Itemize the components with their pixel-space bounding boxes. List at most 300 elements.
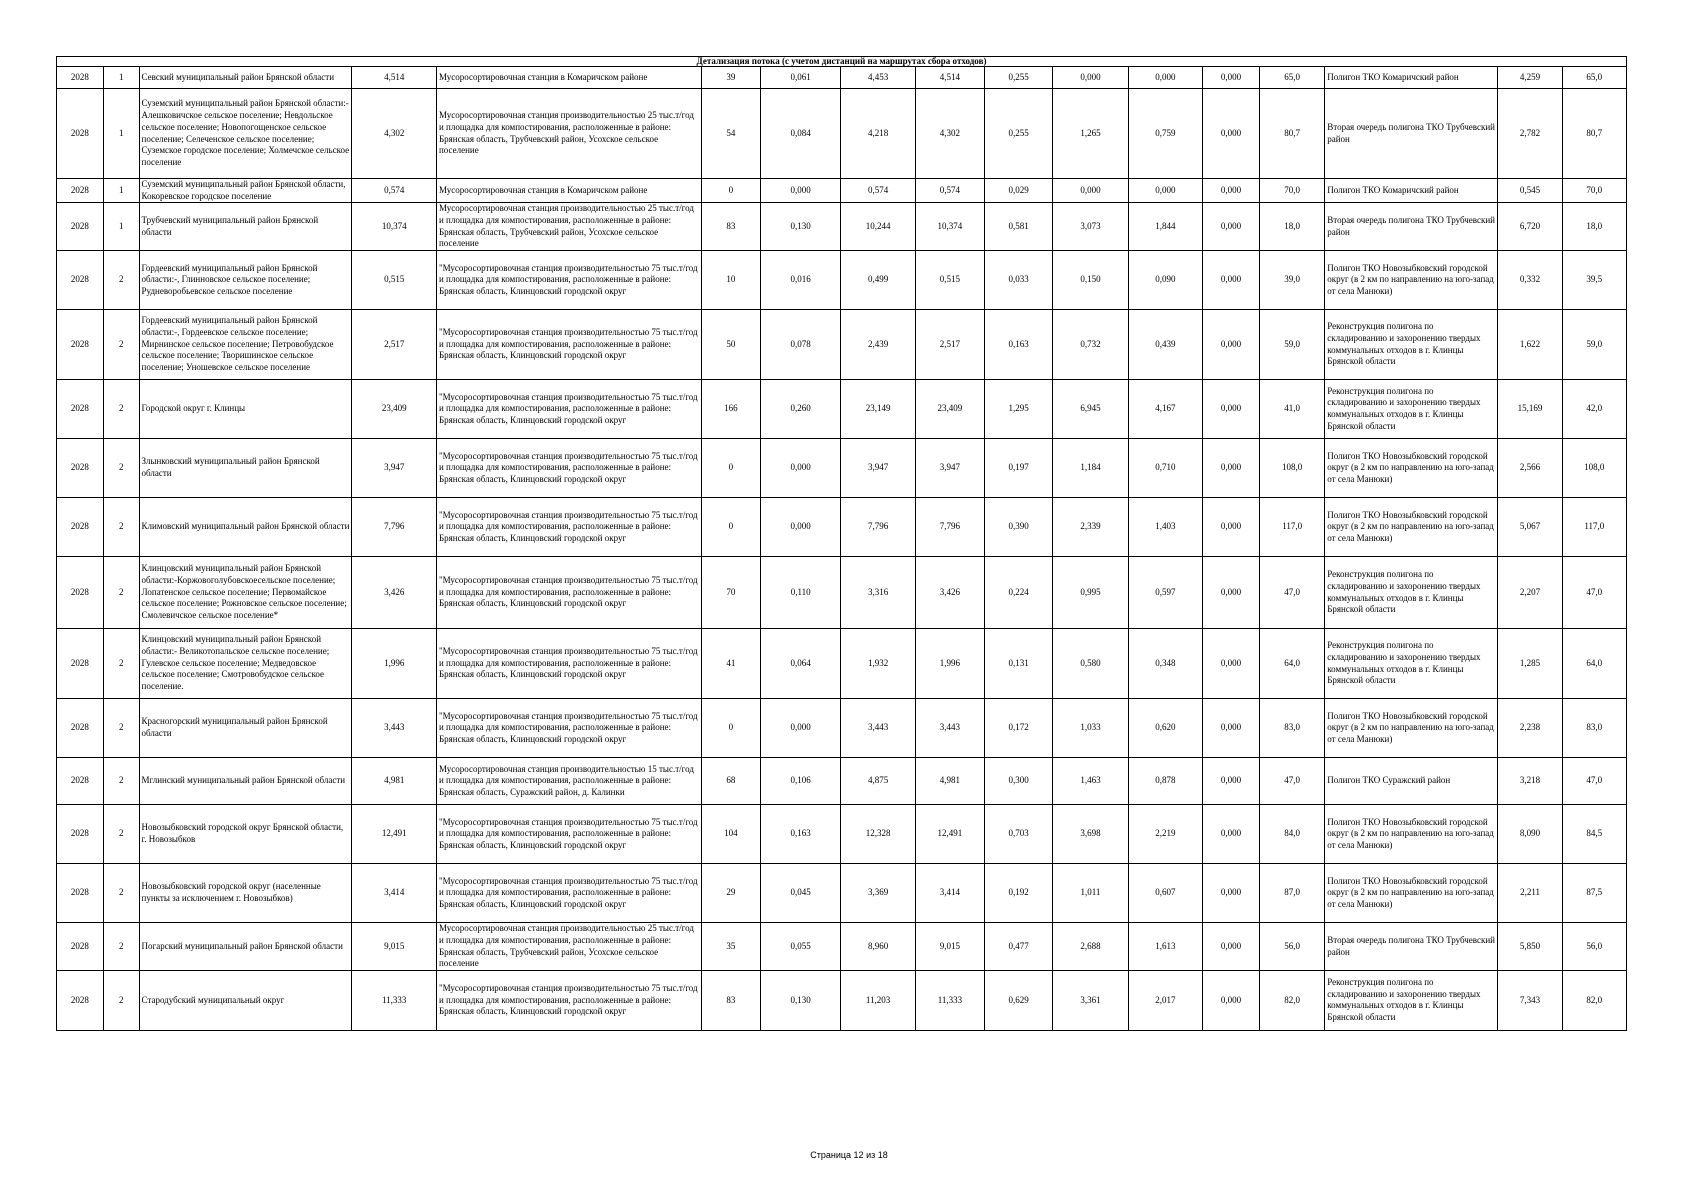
- page-footer: Страница 12 из 18: [810, 1150, 888, 1160]
- cell-area: Погарский муниципальный район Брянской области: [139, 923, 352, 971]
- cell-station: "Мусоросортировочная станция производительностью 75 тыс.т/год и площадка для компостирования, расположенные в районе: Брянская область, Клинцовский городской округ: [436, 439, 701, 498]
- cell-station: "Мусоросортировочная станция производительностью 75 тыс.т/год и площадка для компостирования, расположенные в районе: Брянская область, Клинцовский городской округ: [436, 699, 701, 758]
- cell-zone: 2: [103, 864, 139, 923]
- table-row: [57, 758, 1627, 805]
- cell-v3: 0,016: [760, 251, 840, 310]
- cell-v5: 10,374: [915, 203, 984, 251]
- cell-v4: 11,203: [841, 970, 915, 1030]
- cell-v9: 0,000: [1203, 864, 1260, 923]
- cell-v2: 83: [701, 970, 760, 1030]
- cell-v3: 0,106: [760, 758, 840, 805]
- cell-v2: 41: [701, 629, 760, 699]
- cell-v3: 0,000: [760, 699, 840, 758]
- table-row: [57, 439, 1627, 498]
- cell-year: 2028: [57, 758, 104, 805]
- cell-year: 2028: [57, 251, 104, 310]
- cell-v7: 2,688: [1053, 923, 1128, 971]
- cell-v11: 5,067: [1498, 498, 1562, 557]
- cell-v9: 0,000: [1203, 758, 1260, 805]
- table-row: [57, 699, 1627, 758]
- cell-zone: 2: [103, 557, 139, 629]
- cell-v9: 0,000: [1203, 498, 1260, 557]
- cell-v4: 1,932: [841, 629, 915, 699]
- cell-zone: 1: [103, 203, 139, 251]
- cell-v9: 0,000: [1203, 251, 1260, 310]
- cell-v12: 56,0: [1562, 923, 1626, 971]
- cell-v1: 12,491: [352, 805, 437, 864]
- cell-station: "Мусоросортировочная станция производительностью 75 тыс.т/год и площадка для компостирования, расположенные в районе: Брянская область, Клинцовский городской округ: [436, 557, 701, 629]
- cell-v11: 4,259: [1498, 67, 1562, 89]
- cell-v11: 8,090: [1498, 805, 1562, 864]
- cell-v10: 39,0: [1260, 251, 1325, 310]
- cell-v12: 65,0: [1562, 67, 1626, 89]
- cell-v3: 0,064: [760, 629, 840, 699]
- cell-v4: 4,875: [841, 758, 915, 805]
- cell-v12: 108,0: [1562, 439, 1626, 498]
- cell-v10: 108,0: [1260, 439, 1325, 498]
- cell-v3: 0,000: [760, 498, 840, 557]
- cell-v6: 0,029: [985, 179, 1053, 203]
- cell-v10: 59,0: [1260, 310, 1325, 380]
- cell-year: 2028: [57, 629, 104, 699]
- cell-v9: 0,000: [1203, 67, 1260, 89]
- cell-v7: 2,339: [1053, 498, 1128, 557]
- cell-v4: 7,796: [841, 498, 915, 557]
- cell-polygon: Полигон ТКО Новозыбковский городской округ (в 2 км по направлению на юго-запад от села Манюки): [1325, 251, 1498, 310]
- cell-polygon: Реконструкция полигона по складированию и захоронению твердых коммунальных отходов в г. Клинцы Брянской области: [1325, 310, 1498, 380]
- cell-v4: 0,499: [841, 251, 915, 310]
- cell-v10: 47,0: [1260, 758, 1325, 805]
- cell-v1: 0,515: [352, 251, 437, 310]
- cell-v2: 39: [701, 67, 760, 89]
- cell-zone: 2: [103, 970, 139, 1030]
- cell-v7: 0,995: [1053, 557, 1128, 629]
- flow-detail-table: [56, 56, 1627, 1031]
- cell-zone: 2: [103, 629, 139, 699]
- cell-v8: 0,348: [1128, 629, 1202, 699]
- cell-v11: 3,218: [1498, 758, 1562, 805]
- cell-v1: 9,015: [352, 923, 437, 971]
- cell-v8: 0,000: [1128, 179, 1202, 203]
- cell-v10: 41,0: [1260, 380, 1325, 439]
- cell-v10: 65,0: [1260, 67, 1325, 89]
- table-row: [57, 923, 1627, 971]
- cell-year: 2028: [57, 203, 104, 251]
- cell-v8: 0,759: [1128, 89, 1202, 179]
- cell-v1: 10,374: [352, 203, 437, 251]
- cell-v8: 1,613: [1128, 923, 1202, 971]
- cell-v11: 0,332: [1498, 251, 1562, 310]
- cell-v8: 0,439: [1128, 310, 1202, 380]
- cell-v7: 0,732: [1053, 310, 1128, 380]
- cell-v4: 3,316: [841, 557, 915, 629]
- cell-year: 2028: [57, 89, 104, 179]
- cell-year: 2028: [57, 310, 104, 380]
- cell-v8: 0,607: [1128, 864, 1202, 923]
- cell-v6: 0,703: [985, 805, 1053, 864]
- cell-v5: 23,409: [915, 380, 984, 439]
- cell-v3: 0,260: [760, 380, 840, 439]
- cell-v4: 4,453: [841, 67, 915, 89]
- cell-v2: 0: [701, 179, 760, 203]
- cell-v10: 70,0: [1260, 179, 1325, 203]
- cell-v1: 7,796: [352, 498, 437, 557]
- cell-area: Клинцовский муниципальный район Брянской области:-Коржовоголубовскоесельское поселение; Лопатенское сельское поселение; Первомайское сельское поселение; Рожновское сельское поселение; Смолевичское сельское поселение*: [139, 557, 352, 629]
- table-row: [57, 805, 1627, 864]
- cell-area: Гордеевский муниципальный район Брянской области:-, Гордеевское сельское поселение; Мирнинское сельское поселение; Петровобудское сельское поселение; Творишинское сельское поселение; Уношевское сельское поселение: [139, 310, 352, 380]
- cell-area: Городской округ г. Клинцы: [139, 380, 352, 439]
- cell-area: Клинцовский муниципальный район Брянской области:- Великотопальское сельское поселение; Гулевское сельское поселение; Медведовское сельское поселение; Смотровобудское сельское поселение.: [139, 629, 352, 699]
- cell-zone: 2: [103, 251, 139, 310]
- cell-v12: 39,5: [1562, 251, 1626, 310]
- cell-v6: 0,300: [985, 758, 1053, 805]
- cell-v6: 0,255: [985, 89, 1053, 179]
- cell-v2: 0: [701, 699, 760, 758]
- cell-v1: 4,514: [352, 67, 437, 89]
- cell-zone: 2: [103, 699, 139, 758]
- cell-polygon: Полигон ТКО Новозыбковский городской округ (в 2 км по направлению на юго-запад от села Манюки): [1325, 699, 1498, 758]
- table-row: [57, 864, 1627, 923]
- cell-v12: 47,0: [1562, 758, 1626, 805]
- cell-station: "Мусоросортировочная станция производительностью 75 тыс.т/год и площадка для компостирования, расположенные в районе: Брянская область, Клинцовский городской округ: [436, 629, 701, 699]
- cell-v3: 0,045: [760, 864, 840, 923]
- cell-area: Суземский муниципальный район Брянской области:- Алешковичское сельское поселение; Невдольское сельское поселение; Новопогощенское сельское поселение; Селеченское сельское поселение; Суземское городское поселение; Холмечское сельское поселение: [139, 89, 352, 179]
- cell-v12: 80,7: [1562, 89, 1626, 179]
- cell-year: 2028: [57, 864, 104, 923]
- cell-zone: 1: [103, 179, 139, 203]
- cell-v4: 8,960: [841, 923, 915, 971]
- cell-v3: 0,078: [760, 310, 840, 380]
- cell-v12: 59,0: [1562, 310, 1626, 380]
- cell-area: Новозыбковский городской округ Брянской области, г. Новозыбков: [139, 805, 352, 864]
- cell-station: Мусоросортировочная станция в Комаричском районе: [436, 179, 701, 203]
- cell-v3: 0,055: [760, 923, 840, 971]
- cell-area: Гордеевский муниципальный район Брянской области:-, Глинновское сельское поселение; Рудневоробьевское сельское поселение: [139, 251, 352, 310]
- cell-v6: 0,197: [985, 439, 1053, 498]
- cell-v6: 0,390: [985, 498, 1053, 557]
- cell-v2: 35: [701, 923, 760, 971]
- cell-station: "Мусоросортировочная станция производительностью 75 тыс.т/год и площадка для компостирования, расположенные в районе: Брянская область, Клинцовский городской округ: [436, 498, 701, 557]
- cell-v10: 80,7: [1260, 89, 1325, 179]
- cell-zone: 1: [103, 67, 139, 89]
- cell-polygon: Полигон ТКО Суражский район: [1325, 758, 1498, 805]
- table-header-row: [57, 57, 1627, 67]
- cell-v8: 1,403: [1128, 498, 1202, 557]
- cell-v12: 42,0: [1562, 380, 1626, 439]
- cell-v9: 0,000: [1203, 310, 1260, 380]
- cell-v2: 29: [701, 864, 760, 923]
- cell-zone: 2: [103, 805, 139, 864]
- cell-v7: 1,033: [1053, 699, 1128, 758]
- cell-v4: 3,369: [841, 864, 915, 923]
- cell-v11: 5,850: [1498, 923, 1562, 971]
- cell-polygon: Вторая очередь полигона ТКО Трубчевский район: [1325, 923, 1498, 971]
- cell-v2: 0: [701, 498, 760, 557]
- cell-zone: 2: [103, 310, 139, 380]
- cell-v2: 83: [701, 203, 760, 251]
- cell-v3: 0,130: [760, 203, 840, 251]
- cell-area: Мглинский муниципальный район Брянской области: [139, 758, 352, 805]
- cell-v5: 4,302: [915, 89, 984, 179]
- cell-v9: 0,000: [1203, 557, 1260, 629]
- cell-station: Мусоросортировочная станция производительностью 25 тыс.т/год и площадка для компостирования, расположенные в районе: Брянская область, Трубчевский район, Усохское сельское поселение: [436, 203, 701, 251]
- cell-station: Мусоросортировочная станция производительностью 15 тыс.т/год и площадка для компостирования, расположенные в районе: Брянская область, Суражский район, д. Калинки: [436, 758, 701, 805]
- cell-v1: 2,517: [352, 310, 437, 380]
- cell-v5: 11,333: [915, 970, 984, 1030]
- table-row: [57, 179, 1627, 203]
- cell-year: 2028: [57, 805, 104, 864]
- cell-station: Мусоросортировочная станция в Комаричском районе: [436, 67, 701, 89]
- cell-v5: 1,996: [915, 629, 984, 699]
- cell-v9: 0,000: [1203, 923, 1260, 971]
- cell-v7: 1,463: [1053, 758, 1128, 805]
- cell-v9: 0,000: [1203, 805, 1260, 864]
- cell-v4: 12,328: [841, 805, 915, 864]
- cell-v12: 117,0: [1562, 498, 1626, 557]
- cell-v7: 0,580: [1053, 629, 1128, 699]
- cell-v6: 0,033: [985, 251, 1053, 310]
- cell-v12: 82,0: [1562, 970, 1626, 1030]
- table-row: [57, 970, 1627, 1030]
- cell-zone: 2: [103, 380, 139, 439]
- cell-v11: 2,207: [1498, 557, 1562, 629]
- cell-v5: 7,796: [915, 498, 984, 557]
- cell-area: Севский муниципальный район Брянской области: [139, 67, 352, 89]
- cell-v5: 4,514: [915, 67, 984, 89]
- cell-v11: 7,343: [1498, 970, 1562, 1030]
- cell-v7: 1,011: [1053, 864, 1128, 923]
- cell-zone: 2: [103, 758, 139, 805]
- cell-v1: 3,426: [352, 557, 437, 629]
- cell-v5: 0,515: [915, 251, 984, 310]
- cell-v1: 3,414: [352, 864, 437, 923]
- cell-v1: 23,409: [352, 380, 437, 439]
- table-header: Детализация потока (с учетом дистанций на маршрутах сбора отходов): [57, 57, 1627, 67]
- cell-polygon: Полигон ТКО Комаричский район: [1325, 67, 1498, 89]
- cell-v4: 3,443: [841, 699, 915, 758]
- cell-v1: 3,947: [352, 439, 437, 498]
- cell-polygon: Вторая очередь полигона ТКО Трубчевский район: [1325, 203, 1498, 251]
- cell-v5: 3,414: [915, 864, 984, 923]
- cell-year: 2028: [57, 498, 104, 557]
- cell-v10: 64,0: [1260, 629, 1325, 699]
- cell-v12: 87,5: [1562, 864, 1626, 923]
- cell-v1: 11,333: [352, 970, 437, 1030]
- cell-v2: 68: [701, 758, 760, 805]
- cell-v3: 0,130: [760, 970, 840, 1030]
- cell-v9: 0,000: [1203, 699, 1260, 758]
- cell-v6: 0,172: [985, 699, 1053, 758]
- cell-v5: 4,981: [915, 758, 984, 805]
- cell-v5: 3,947: [915, 439, 984, 498]
- cell-v6: 0,629: [985, 970, 1053, 1030]
- cell-v12: 18,0: [1562, 203, 1626, 251]
- cell-station: "Мусоросортировочная станция производительностью 75 тыс.т/год и площадка для компостирования, расположенные в районе: Брянская область, Клинцовский городской округ: [436, 805, 701, 864]
- cell-station: Мусоросортировочная станция производительностью 25 тыс.т/год и площадка для компостирования, расположенные в районе: Брянская область, Трубчевский район, Усохское сельское поселение: [436, 923, 701, 971]
- cell-v4: 10,244: [841, 203, 915, 251]
- cell-zone: 2: [103, 439, 139, 498]
- cell-zone: 2: [103, 923, 139, 971]
- cell-v8: 0,090: [1128, 251, 1202, 310]
- cell-v2: 10: [701, 251, 760, 310]
- cell-station: "Мусоросортировочная станция производительностью 75 тыс.т/год и площадка для компостирования, расположенные в районе: Брянская область, Клинцовский городской округ: [436, 970, 701, 1030]
- cell-area: Злынковский муниципальный район Брянской области: [139, 439, 352, 498]
- cell-v8: 4,167: [1128, 380, 1202, 439]
- cell-v7: 3,073: [1053, 203, 1128, 251]
- cell-year: 2028: [57, 67, 104, 89]
- cell-v7: 3,361: [1053, 970, 1128, 1030]
- cell-v3: 0,084: [760, 89, 840, 179]
- cell-v6: 0,224: [985, 557, 1053, 629]
- cell-year: 2028: [57, 699, 104, 758]
- cell-polygon: Реконструкция полигона по складированию и захоронению твердых коммунальных отходов в г. Клинцы Брянской области: [1325, 629, 1498, 699]
- table-row: [57, 89, 1627, 179]
- cell-v4: 0,574: [841, 179, 915, 203]
- cell-v10: 84,0: [1260, 805, 1325, 864]
- cell-area: Красногорский муниципальный район Брянской области: [139, 699, 352, 758]
- cell-year: 2028: [57, 439, 104, 498]
- cell-v9: 0,000: [1203, 179, 1260, 203]
- table-row: [57, 67, 1627, 89]
- cell-v3: 0,000: [760, 179, 840, 203]
- cell-v2: 54: [701, 89, 760, 179]
- cell-polygon: Полигон ТКО Комаричский район: [1325, 179, 1498, 203]
- cell-v8: 0,620: [1128, 699, 1202, 758]
- cell-v7: 0,000: [1053, 67, 1128, 89]
- cell-v2: 0: [701, 439, 760, 498]
- cell-polygon: Полигон ТКО Новозыбковский городской округ (в 2 км по направлению на юго-запад от села Манюки): [1325, 439, 1498, 498]
- cell-area: Суземский муниципальный район Брянской области, Кокоревское городское поселение: [139, 179, 352, 203]
- cell-v6: 0,581: [985, 203, 1053, 251]
- cell-v7: 1,265: [1053, 89, 1128, 179]
- cell-polygon: Полигон ТКО Новозыбковский городской округ (в 2 км по направлению на юго-запад от села Манюки): [1325, 805, 1498, 864]
- cell-v10: 56,0: [1260, 923, 1325, 971]
- cell-v6: 0,131: [985, 629, 1053, 699]
- cell-polygon: Полигон ТКО Новозыбковский городской округ (в 2 км по направлению на юго-запад от села Манюки): [1325, 498, 1498, 557]
- cell-year: 2028: [57, 557, 104, 629]
- cell-v8: 2,219: [1128, 805, 1202, 864]
- cell-year: 2028: [57, 380, 104, 439]
- cell-v6: 0,163: [985, 310, 1053, 380]
- cell-v9: 0,000: [1203, 380, 1260, 439]
- cell-v12: 70,0: [1562, 179, 1626, 203]
- cell-v10: 47,0: [1260, 557, 1325, 629]
- cell-v11: 15,169: [1498, 380, 1562, 439]
- cell-v4: 4,218: [841, 89, 915, 179]
- cell-v4: 2,439: [841, 310, 915, 380]
- cell-v11: 1,622: [1498, 310, 1562, 380]
- cell-v4: 3,947: [841, 439, 915, 498]
- cell-v9: 0,000: [1203, 970, 1260, 1030]
- cell-v3: 0,163: [760, 805, 840, 864]
- cell-v11: 2,566: [1498, 439, 1562, 498]
- cell-v2: 50: [701, 310, 760, 380]
- cell-polygon: Вторая очередь полигона ТКО Трубчевский район: [1325, 89, 1498, 179]
- document-sheet: [56, 56, 1627, 1031]
- cell-station: "Мусоросортировочная станция производительностью 75 тыс.т/год и площадка для компостирования, расположенные в районе: Брянская область, Клинцовский городской округ: [436, 864, 701, 923]
- cell-station: "Мусоросортировочная станция производительностью 75 тыс.т/год и площадка для компостирования, расположенные в районе: Брянская область, Клинцовский городской округ: [436, 251, 701, 310]
- cell-v5: 3,443: [915, 699, 984, 758]
- cell-area: Новозыбковский городской округ (населенные пункты за исключением г. Новозыбков): [139, 864, 352, 923]
- cell-v8: 1,844: [1128, 203, 1202, 251]
- cell-v10: 83,0: [1260, 699, 1325, 758]
- cell-v5: 0,574: [915, 179, 984, 203]
- cell-v10: 82,0: [1260, 970, 1325, 1030]
- cell-v8: 2,017: [1128, 970, 1202, 1030]
- cell-v9: 0,000: [1203, 439, 1260, 498]
- cell-v12: 64,0: [1562, 629, 1626, 699]
- cell-v7: 0,000: [1053, 179, 1128, 203]
- cell-v11: 1,285: [1498, 629, 1562, 699]
- cell-v5: 12,491: [915, 805, 984, 864]
- cell-area: Трубчевский муниципальный район Брянской области: [139, 203, 352, 251]
- cell-station: "Мусоросортировочная станция производительностью 75 тыс.т/год и площадка для компостирования, расположенные в районе: Брянская область, Клинцовский городской округ: [436, 310, 701, 380]
- cell-area: Климовский муниципальный район Брянской области: [139, 498, 352, 557]
- cell-v1: 1,996: [352, 629, 437, 699]
- cell-zone: 1: [103, 89, 139, 179]
- cell-v11: 6,720: [1498, 203, 1562, 251]
- cell-v10: 87,0: [1260, 864, 1325, 923]
- cell-station: "Мусоросортировочная станция производительностью 75 тыс.т/год и площадка для компостирования, расположенные в районе: Брянская область, Клинцовский городской округ: [436, 380, 701, 439]
- cell-year: 2028: [57, 923, 104, 971]
- cell-v6: 0,477: [985, 923, 1053, 971]
- cell-v1: 4,981: [352, 758, 437, 805]
- cell-v5: 3,426: [915, 557, 984, 629]
- cell-v7: 0,150: [1053, 251, 1128, 310]
- cell-v2: 70: [701, 557, 760, 629]
- cell-v7: 1,184: [1053, 439, 1128, 498]
- cell-polygon: Полигон ТКО Новозыбковский городской округ (в 2 км по направлению на юго-запад от села Манюки): [1325, 864, 1498, 923]
- table-row: [57, 557, 1627, 629]
- cell-v6: 0,192: [985, 864, 1053, 923]
- cell-station: Мусоросортировочная станция производительностью 25 тыс.т/год и площадка для компостирования, расположенные в районе: Брянская область, Трубчевский район, Усохское сельское поселение: [436, 89, 701, 179]
- cell-v5: 9,015: [915, 923, 984, 971]
- table-row: [57, 251, 1627, 310]
- cell-v8: 0,878: [1128, 758, 1202, 805]
- cell-v1: 0,574: [352, 179, 437, 203]
- cell-v11: 2,211: [1498, 864, 1562, 923]
- table-row: [57, 629, 1627, 699]
- cell-v1: 4,302: [352, 89, 437, 179]
- cell-v11: 0,545: [1498, 179, 1562, 203]
- cell-year: 2028: [57, 179, 104, 203]
- cell-v3: 0,110: [760, 557, 840, 629]
- cell-v10: 117,0: [1260, 498, 1325, 557]
- cell-area: Стародубский муниципальный округ: [139, 970, 352, 1030]
- cell-v3: 0,061: [760, 67, 840, 89]
- cell-v12: 47,0: [1562, 557, 1626, 629]
- cell-v8: 0,000: [1128, 67, 1202, 89]
- cell-v5: 2,517: [915, 310, 984, 380]
- cell-v10: 18,0: [1260, 203, 1325, 251]
- cell-v9: 0,000: [1203, 89, 1260, 179]
- cell-v2: 166: [701, 380, 760, 439]
- cell-v9: 0,000: [1203, 203, 1260, 251]
- table-row: [57, 498, 1627, 557]
- cell-year: 2028: [57, 970, 104, 1030]
- table-row: [57, 310, 1627, 380]
- cell-v9: 0,000: [1203, 629, 1260, 699]
- cell-v1: 3,443: [352, 699, 437, 758]
- cell-v2: 104: [701, 805, 760, 864]
- cell-polygon: Реконструкция полигона по складированию и захоронению твердых коммунальных отходов в г. Клинцы Брянской области: [1325, 970, 1498, 1030]
- cell-v7: 6,945: [1053, 380, 1128, 439]
- cell-v8: 0,710: [1128, 439, 1202, 498]
- cell-v12: 83,0: [1562, 699, 1626, 758]
- cell-v12: 84,5: [1562, 805, 1626, 864]
- cell-v6: 0,255: [985, 67, 1053, 89]
- cell-zone: 2: [103, 498, 139, 557]
